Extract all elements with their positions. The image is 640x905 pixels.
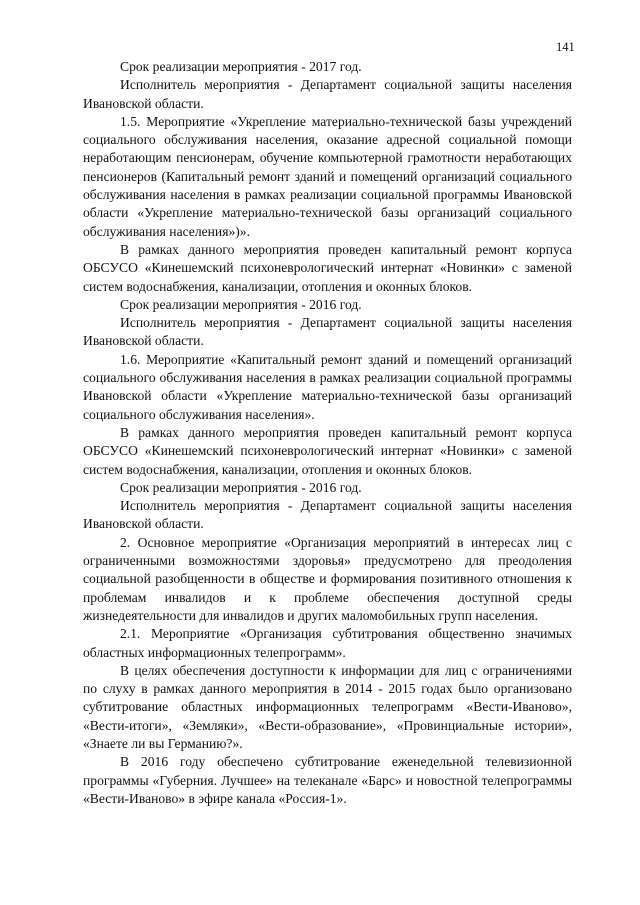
- paragraph: 2. Основное мероприятие «Организация мероприятий в интересах лиц с ограниченными возможностями здоровья» предусмотрено для преодоления социальной разобщенности в обществе и формирования позитивного отношения к проблемам инвалидов и к проблеме обеспечения доступной среды жизнедеятельности для инвалидов и других маломобильных групп населения.: [83, 534, 572, 623]
- paragraph: Срок реализации мероприятия - 2017 год.: [120, 59, 362, 74]
- paragraph: В рамках данного мероприятия проведен капитальный ремонт корпуса ОБСУСО «Кинешемский психоневрологический интернат «Новинки» с заменой систем водоснабжения, канализации, отопления и оконных блоков.: [83, 424, 572, 477]
- paragraph: В рамках данного мероприятия проведен капитальный ремонт корпуса ОБСУСО «Кинешемский психоневрологический интернат «Новинки» с заменой систем водоснабжения, канализации, отопления и оконных блоков.: [83, 241, 572, 294]
- paragraph: Срок реализации мероприятия - 2016 год.: [120, 479, 362, 495]
- paragraph: 1.6. Мероприятие «Капитальный ремонт зданий и помещений организаций социального обслуживания населения в рамках реализации социальной программы Ивановской области «Укрепление материально-технической базы организаций социального обслуживания населения».: [83, 351, 572, 422]
- paragraph: 1.5. Мероприятие «Укрепление материально-технической базы учреждений социального обслуживания населения, оказание адресной социальной помощи неработающим пенсионерам, обучение компьютерной грамотности неработающих пенсионеров (Капитальный ремонт зданий и помещений организаций социального обслуживания населения в рамках реализации социальной программы Ивановской области «Укрепление материально-технической базы организаций социального обслуживания населения»)».: [83, 113, 572, 239]
- paragraph: Исполнитель мероприятия - Департамент социальной защиты населения Ивановской области.: [83, 77, 572, 111]
- paragraph: Срок реализации мероприятия - 2016 год.: [120, 296, 362, 312]
- paragraph: В 2016 году обеспечено субтитрование еженедельной телевизионной программы «Губерния. Лучшее» на телеканале «Барс» и новостной телепрограммы «Вести-Иваново» в эфире канала «Россия-1».: [83, 754, 572, 806]
- body-text: [83, 58, 572, 808]
- page-number: 141: [556, 40, 575, 54]
- paragraph: В целях обеспечения доступности к информации для лиц с ограничениями по слуху в рамках данного мероприятия в 2014 - 2015 годах было организовано субтитрование областных информационных телепрограмм «Вести-Иваново», «Вести-итоги», «Земляки», «Вести-образование», «Провинциальные истории», «Знаете ли вы Германию?».: [83, 662, 572, 751]
- paragraph: Исполнитель мероприятия - Департамент социальной защиты населения Ивановской области.: [83, 315, 572, 349]
- paragraph: 2.1. Мероприятие «Организация субтитрования общественно значимых областных информационных телепрограмм».: [83, 626, 572, 660]
- paragraph: Исполнитель мероприятия - Департамент социальной защиты населения Ивановской области.: [83, 498, 572, 532]
